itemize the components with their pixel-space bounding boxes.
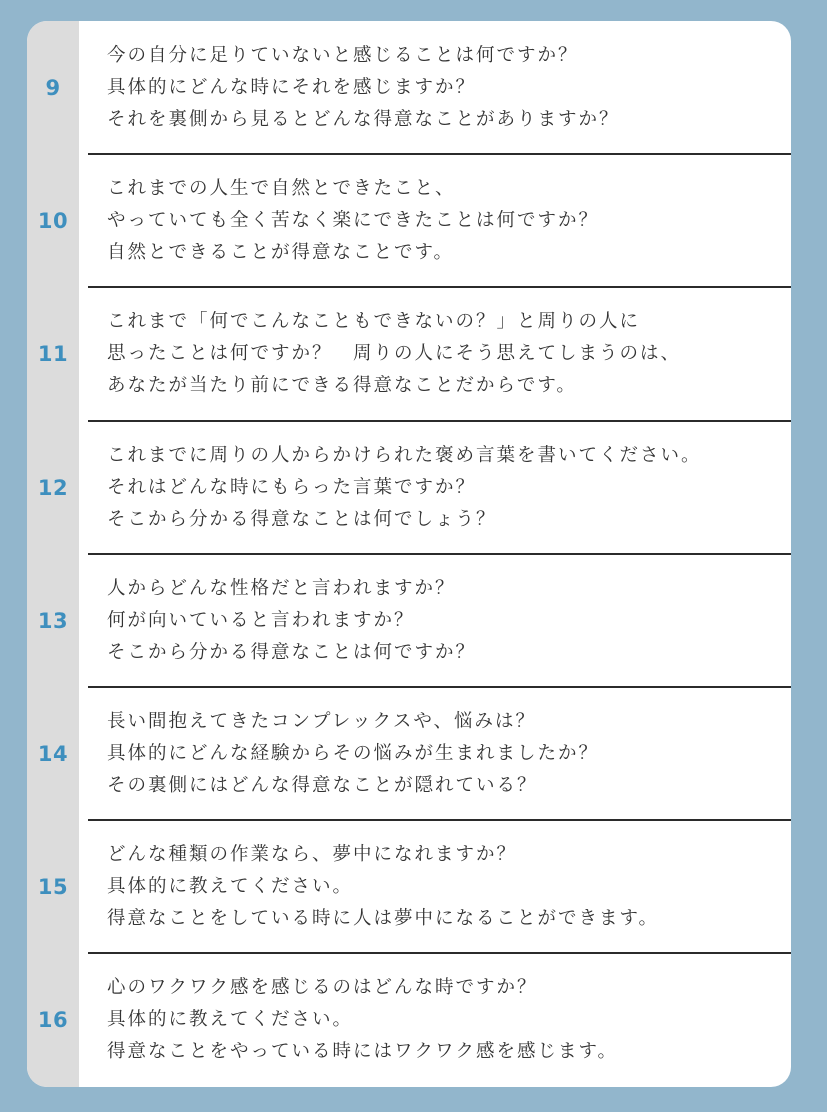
question-line: それはどんな時にもらった言葉ですか？ xyxy=(107,476,477,498)
question-number: 12 xyxy=(37,475,69,500)
question-row xyxy=(27,554,791,687)
question-row xyxy=(27,154,791,287)
question-line: 得意なことをしている時に人は夢中になることができます。 xyxy=(107,907,660,929)
question-line: 思ったことは何ですか？ 周りの人にそう思えてしまうのは、 xyxy=(107,342,682,364)
question-row xyxy=(27,21,791,154)
question-line: 具体的にどんな時にそれを感じますか？ xyxy=(107,76,477,98)
question-row xyxy=(27,287,791,420)
question-line: それを裏側から見るとどんな得意なことがありますか？ xyxy=(107,108,620,130)
question-number: 11 xyxy=(37,341,69,366)
question-line: そこから分かる得意なことは何でしょう？ xyxy=(107,508,497,530)
question-line: 具体的にどんな経験からその悩みが生まれましたか？ xyxy=(107,742,600,764)
question-line: 長い間抱えてきたコンプレックスや、悩みは？ xyxy=(107,710,537,732)
question-row xyxy=(27,687,791,820)
question-line: 何が向いていると言われますか？ xyxy=(107,609,415,631)
question-number: 13 xyxy=(37,608,69,633)
question-line: これまで「何でこんなこともできないの？」と周りの人に xyxy=(107,310,641,332)
question-row xyxy=(27,953,791,1087)
question-line: そこから分かる得意なことは何ですか？ xyxy=(107,641,477,663)
question-number: 9 xyxy=(45,75,61,100)
question-text xyxy=(107,154,771,287)
question-line: 得意なことをやっている時にはワクワク感を感じます。 xyxy=(107,1041,619,1062)
question-line: これまでの人生で自然とできたこと、 xyxy=(107,177,456,199)
question-text xyxy=(107,687,771,820)
question-line: 具体的に教えてください。 xyxy=(107,1009,354,1030)
question-row xyxy=(27,421,791,554)
question-row xyxy=(27,820,791,953)
question-line: やっていても全く苦なく楽にできたことは何ですか？ xyxy=(107,209,600,231)
question-text xyxy=(107,21,771,154)
question-text xyxy=(107,820,771,953)
question-text xyxy=(107,953,771,1087)
question-list xyxy=(27,21,791,1087)
question-text xyxy=(107,421,771,554)
question-card xyxy=(27,21,791,1087)
question-line: どんな種類の作業なら、夢中になれますか？ xyxy=(107,843,518,865)
question-number: 16 xyxy=(37,1008,69,1032)
question-line: その裏側にはどんな得意なことが隠れている？ xyxy=(107,774,538,796)
question-line: あなたが当たり前にできる得意なことだからです。 xyxy=(107,374,577,396)
question-number: 10 xyxy=(37,208,69,233)
question-number: 14 xyxy=(37,741,69,766)
question-text xyxy=(107,554,771,687)
question-line: これまでに周りの人からかけられた褒め言葉を書いてください。 xyxy=(107,444,702,466)
question-number: 15 xyxy=(37,874,69,899)
question-line: 人からどんな性格だと言われますか？ xyxy=(107,577,456,599)
question-line: 心のワクワク感を感じるのはどんな時ですか？ xyxy=(107,977,538,998)
question-line: 今の自分に足りていないと感じることは何ですか？ xyxy=(107,44,579,66)
question-line: 自然とできることが得意なことです。 xyxy=(107,241,455,263)
question-text xyxy=(107,287,771,420)
question-line: 具体的に教えてください。 xyxy=(107,875,354,897)
